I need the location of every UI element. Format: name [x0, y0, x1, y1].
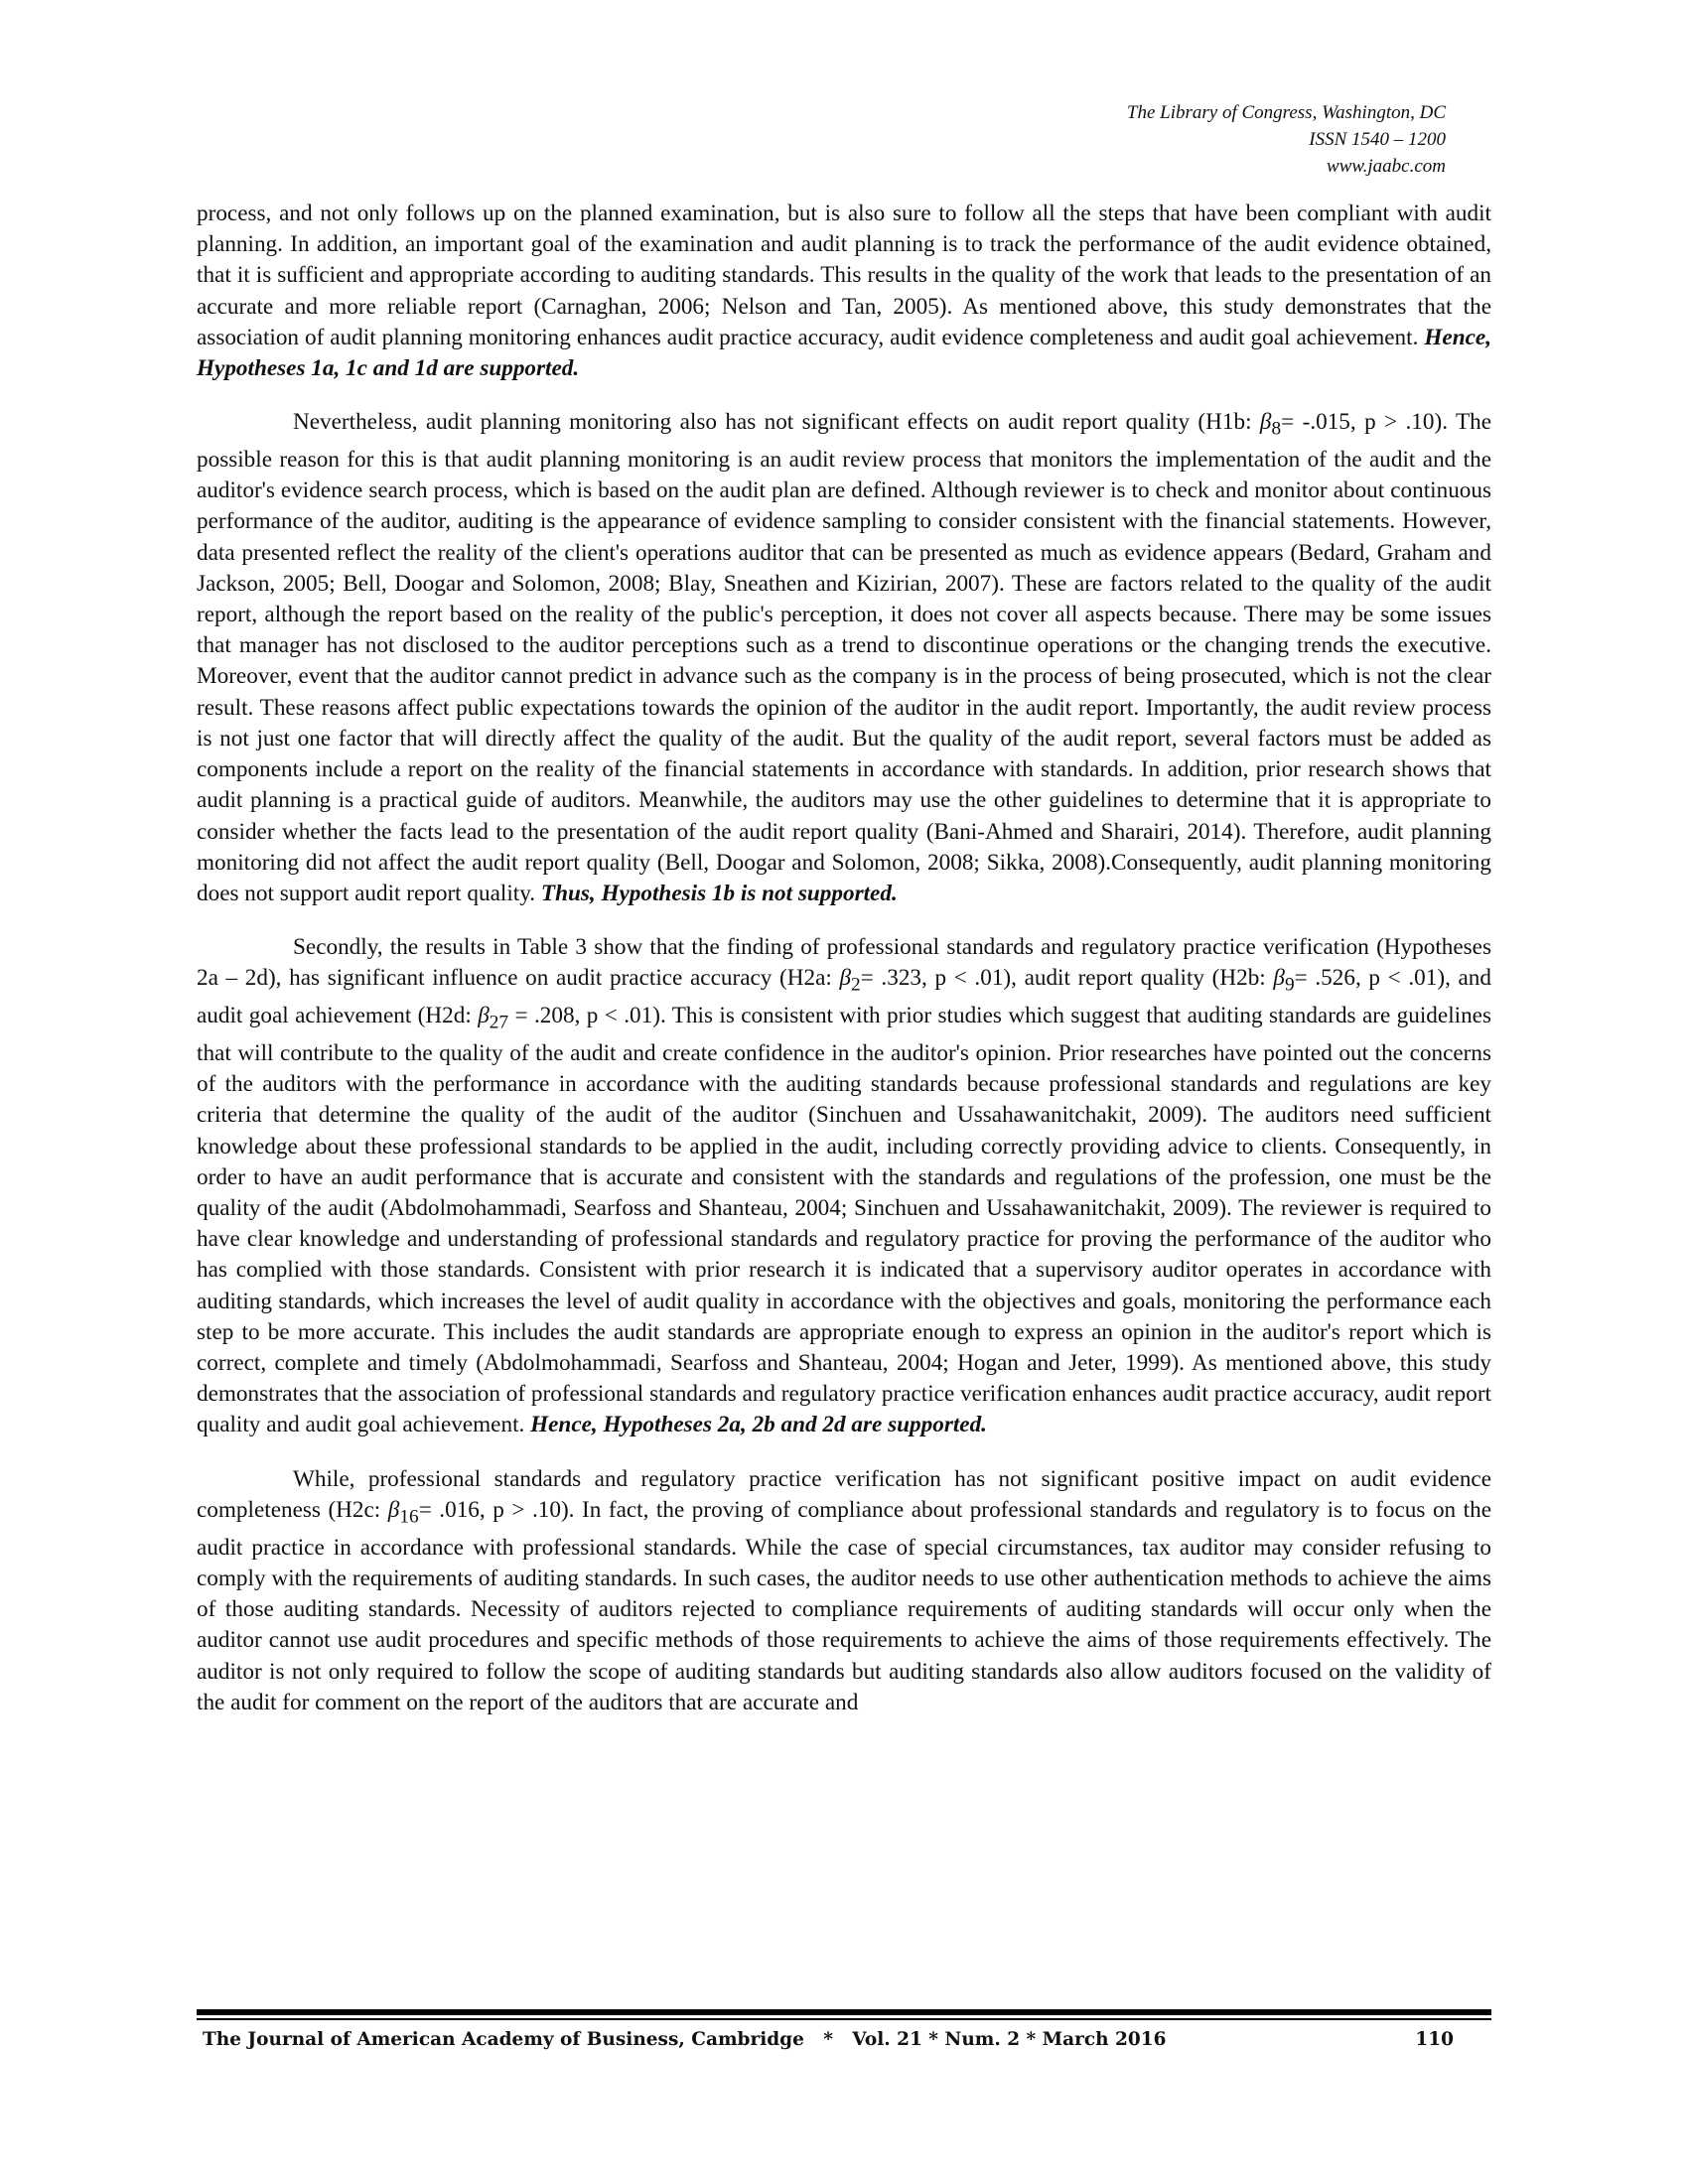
beta-symbol: β [1259, 409, 1272, 436]
paragraph-text: While, professional standards and regulatory practice verification has not significant positive impact on audit evidence completeness (H2c: [197, 1465, 1491, 1523]
paragraph-text: = .016, p > .10). In fact, the proving of compliance about professional standards and regulatory is to focus on the audit practice in accordance with professional standards. While the case of special circumstances, tax auditor may consider refusing to comply with the requirements of auditing standards. In such cases, the auditor needs to use other authentication methods to achieve the aims of those auditing standards. Necessity of auditors rejected to compliance requirements of auditing standards will occur only when the auditor cannot use audit procedures and specific methods of those requirements to achieve the aims of those requirements effectively. The auditor is not only required to follow the scope of auditing standards but auditing standards also allow auditors focused on the validity of the audit for comment on the report of the auditors that are accurate and [197, 1496, 1492, 1715]
paragraph-1 [197, 199, 1491, 384]
beta-subscript: 2 [851, 974, 861, 996]
beta-symbol: β [1273, 965, 1285, 992]
paragraph-4 [197, 1464, 1491, 1718]
paragraph-2 [197, 407, 1491, 909]
running-header [1127, 99, 1446, 180]
beta-subscript: 9 [1284, 974, 1295, 996]
paragraph-text: = .208, p < .01). This is consistent with prior studies which suggest that auditing standards are guidelines that will contribute to the quality of the audit and create confidence in the auditor's opinion. Prior researches have pointed out the concerns of the auditors with the performance in accordance with the auditing standards because professional standards and regulations are key criteria that determine the quality of the audit of the auditor (Sinchuen and Ussahawanitchakit, 2009). The auditors need sufficient knowledge about these professional standards to be applied in the audit, including correctly providing advice to clients. Consequently, in order to have an audit performance that is accurate and consistent with the standards and regulations of the profession, one must be the quality of the audit (Abdolmohammadi, Searfoss and Shanteau, 2004; Sinchuen and Ussahawanitchakit, 2009). The reviewer is required to have clear knowledge and understanding of professional standards and regulatory practice for proving the performance of the auditor who has complied with those standards. Consistent with prior research it is indicated that a supervisory auditor operates in accordance with auditing standards, which increases the level of audit quality in accordance with the objectives and goals, monitoring the performance each step to be more accurate. This includes the audit standards are appropriate enough to express an opinion in the auditor's report which is correct, complete and timely (Abdolmohammadi, Searfoss and Shanteau, 2004; Hogan and Jeter, 1999). As mentioned above, this study demonstrates that the association of professional standards and regulatory practice verification enhances audit practice accuracy, audit report quality and audit goal achievement. [197, 1003, 1491, 1438]
article-body [197, 199, 1491, 1741]
paragraph-text: process, and not only follows up on the planned examination, but is also sure to follow all the steps that have been compliant with audit planning. In addition, an important goal of the examination and audit planning is to track the performance of the audit evidence obtained, that it is sufficient and appropriate according to auditing standards. This results in the quality of the work that leads to the presentation of an accurate and more reliable report (Carnaghan, 2006; Nelson and Tan, 2005). As mentioned above, this study demonstrates that the association of audit planning monitoring enhances audit practice accuracy, audit evidence completeness and audit goal achievement. [197, 201, 1491, 350]
paragraph-text: = .323, p < .01), audit report quality (H2b: [860, 965, 1274, 992]
hypothesis-conclusion: Hence, Hypotheses 2a, 2b and 2d are supported. [530, 1412, 987, 1438]
hypothesis-conclusion: Thus, Hypothesis 1b is not supported. [540, 880, 898, 906]
hypothesis-conclusion: Hence, Hypotheses 1a, 1c and 1d are supported. [197, 324, 1491, 382]
header-issn: ISSN 1540 – 1200 [1309, 129, 1446, 150]
beta-subscript: 27 [489, 1012, 509, 1033]
paragraph-text: = .526, p < .01), and audit goal achievement (H2d: [197, 965, 1491, 1029]
beta-symbol: β [839, 965, 852, 992]
paragraph-text: Nevertheless, audit planning monitoring also has not significant effects on audit report quality (H1b: [293, 409, 1260, 436]
beta-symbol: β [387, 1496, 400, 1523]
beta-subscript: 16 [399, 1506, 419, 1528]
beta-symbol: β [478, 1003, 490, 1029]
header-website: www.jaabc.com [1327, 156, 1446, 177]
paragraph-text: = -.015, p > .10). The possible reason for this is that audit planning monitoring is an audit review process that monitors the implementation of the audit and the auditor's evidence search process, which is based on the audit plan are defined. Although reviewer is to check and monitor about continuous performance of the auditor, auditing is the appearance of evidence sampling to consider consistent with the financial statements. However, data presented reflect the reality of the client's operations auditor that can be presented as much as evidence appears (Bedard, Graham and Jackson, 2005; Bell, Doogar and Solomon, 2008; Blay, Sneathen and Kizirian, 2007). These are factors related to the quality of the audit report, although the report based on the reality of the public's perception, it does not cover all aspects because. There may be some issues that manager has not disclosed to the auditor perceptions such as a trend to discontinue operations or the changing trends the executive. Moreover, event that the auditor cannot predict in advance such as the company is in the process of being prosecuted, which is not the clear result. These reasons affect public expectations towards the opinion of the auditor in the audit report. Importantly, the audit review process is not just one factor that will directly affect the quality of the audit. But the quality of the audit report, several factors must be added as components include a report on the reality of the financial statements in accordance with standards. In addition, prior research shows that audit planning is a practical guide of auditors. Meanwhile, the auditors may use the other guidelines to determine that it is appropriate to consider whether the facts lead to the presentation of the audit report quality (Bani-Ahmed and Sharairi, 2014). Therefore, audit planning monitoring did not affect the audit report quality (Bell, Doogar and Solomon, 2008; Sikka, 2008).Consequently, audit planning monitoring does not support audit report quality. [197, 409, 1491, 906]
paragraph-3 [197, 932, 1491, 1441]
footer-rule-thin [197, 2018, 1491, 2020]
beta-subscript: 8 [1271, 418, 1282, 440]
page-number: 110 [1415, 2029, 1454, 2050]
header-library: The Library of Congress, Washington, DC [1126, 102, 1446, 123]
footer-rule-thick [197, 2009, 1491, 2015]
paragraph-text: Secondly, the results in Table 3 show that the finding of professional standards and regulatory practice verification (Hypotheses 2a – 2d), has significant influence on audit practice accuracy (H2a: [197, 934, 1491, 992]
footer-journal-title: The Journal of American Academy of Business, Cambridge * Vol. 21 * Num. 2 * March 2016 [203, 2029, 1167, 2050]
